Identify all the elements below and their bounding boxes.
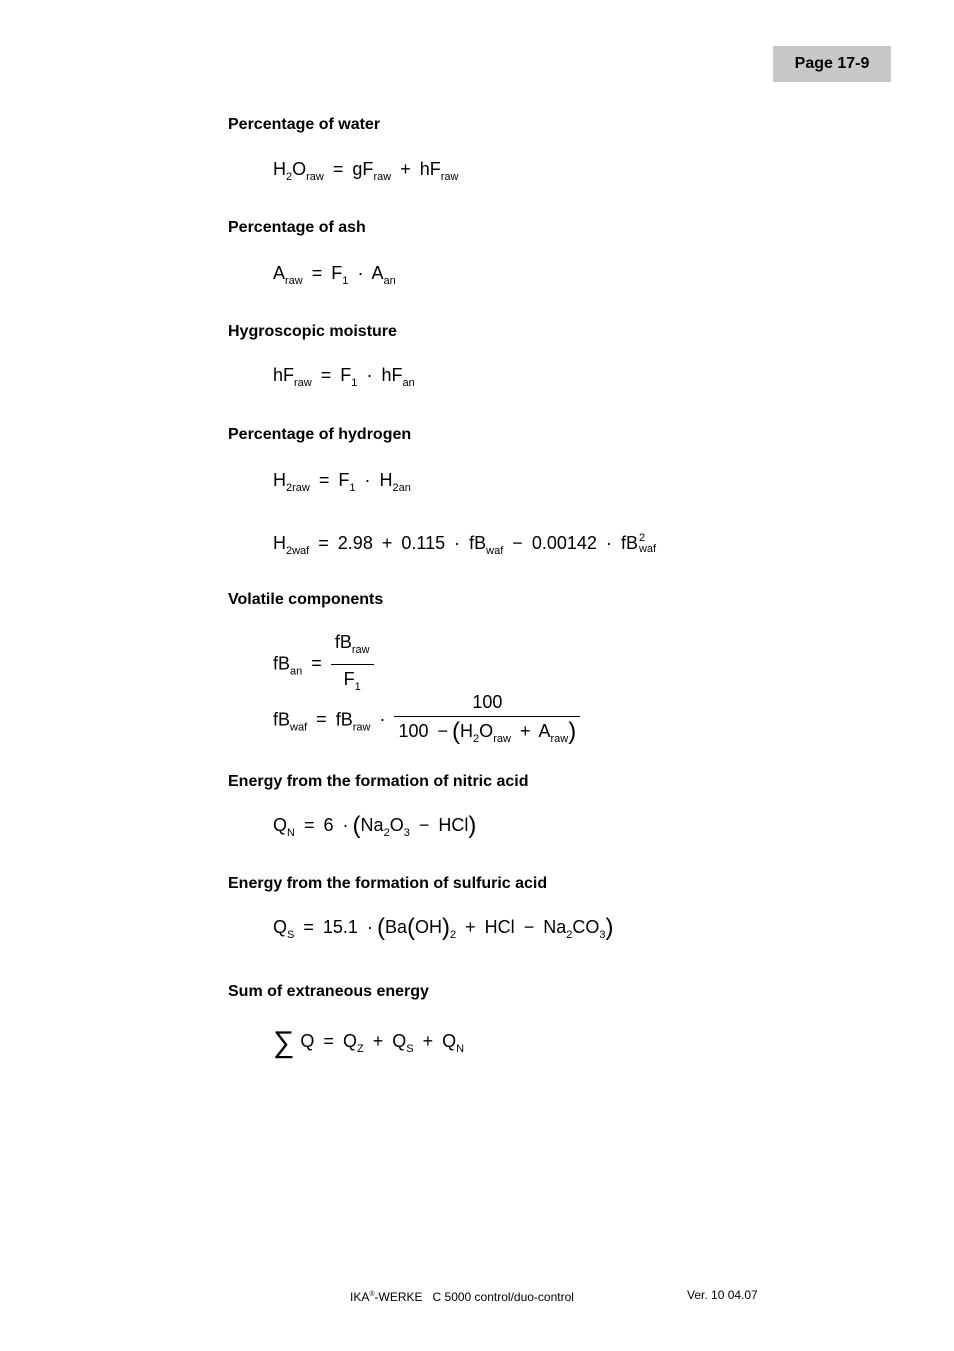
equation-water: $H_2O_{raw} = gF_{raw} + hF_{raw}$ — [273, 159, 459, 183]
heading-sum-extraneous-energy: Sum of extraneous energy — [228, 983, 429, 1000]
heading-percentage-of-hydrogen: Percentage of hydrogen — [228, 426, 412, 443]
heading-percentage-of-ash: Percentage of ash — [228, 219, 366, 236]
equation-volatile-waf: $fB_{waf} = fB_{raw}$ · $\frac{100}{100 - (H_2O_{raw} + A_{raw})}$ — [273, 690, 580, 751]
heading-hygroscopic-moisture: Hygroscopic moisture — [228, 323, 397, 340]
page-number-badge: Page 17-9 — [773, 46, 891, 82]
equation-sum: ∑ $Q = Q_Z + Q_S + Q_N$ — [273, 1026, 465, 1059]
fraction: $\frac{fB_{raw}}{F_1}$ — [331, 630, 374, 699]
footer-company-product: IKA®-WERKE C 5000 control/duo-control — [350, 1290, 574, 1304]
equation-sulfuric: $Q_S = 15.1 \cdot (Ba(OH)_2$ + HCl − $Na_2CO_3$) — [273, 914, 614, 941]
heading-volatile-components: Volatile components — [228, 591, 384, 608]
sigma-symbol: ∑ — [273, 1026, 295, 1059]
equation-ash: $A_{raw} = F_1 \cdot A_{an}$ — [273, 263, 396, 287]
equation-volatile-an: $fB_{an}$ = $\frac{fB_{raw}}{F_1}$ — [273, 630, 374, 699]
heading-percentage-of-water: Percentage of water — [228, 116, 381, 133]
equation-hydrogen-waf: $H_{2waf} = 2.98 + 0.115 \cdot fB_{waf} - 0.00142$ · fB 2 waf — [273, 532, 657, 557]
equation-nitric: $Q_N = 6 \cdot (Na_2O_3 - HCl)$ — [273, 812, 477, 839]
heading-nitric-acid-energy: Energy from the formation of nitric acid — [228, 773, 529, 790]
footer-version: Ver. 10 04.07 — [687, 1288, 758, 1302]
fraction: $\frac{100}{100 - (H_2O_{raw} + A_{raw})}$ — [394, 690, 580, 751]
heading-sulfuric-acid-energy: Energy from the formation of sulfuric acid — [228, 875, 548, 892]
equation-moisture: $hF_{raw} = F_1 \cdot hF_{an}$ — [273, 365, 415, 389]
equation-hydrogen-raw: $H_{2raw} = F_1 \cdot H_{2an}$ — [273, 470, 411, 494]
